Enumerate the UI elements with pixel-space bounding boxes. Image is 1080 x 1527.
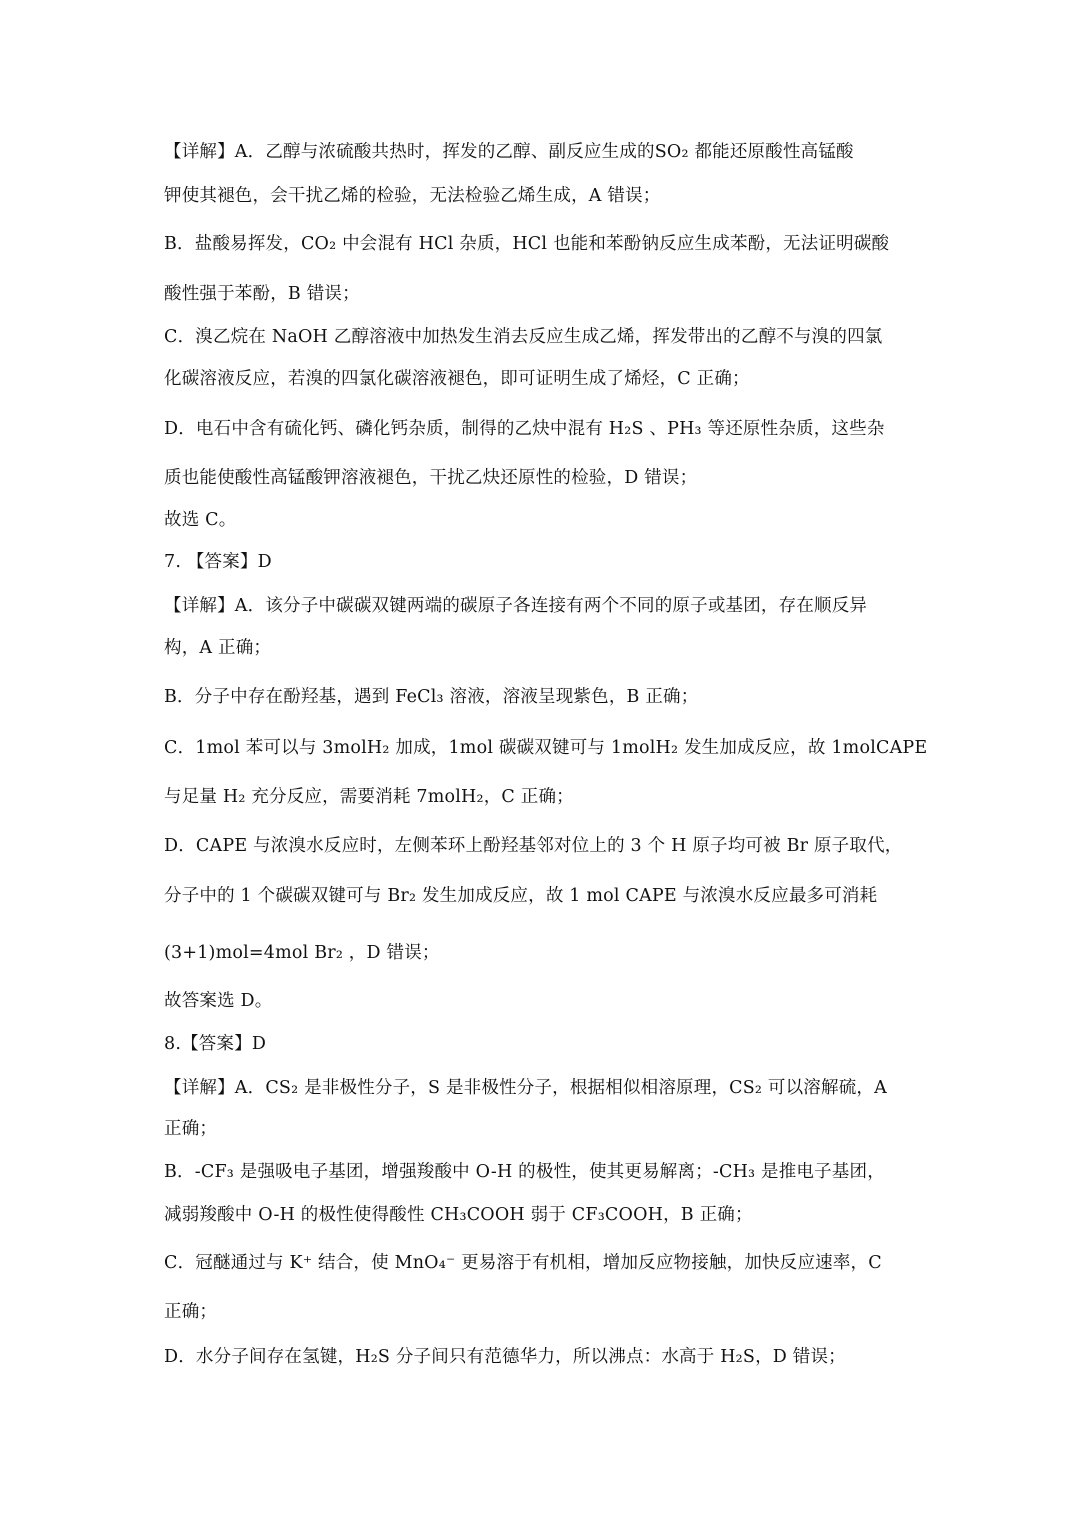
text-line: 故选 C。 [164,510,237,530]
text-line: 【详解】A．CS₂ 是非极性分子，S 是非极性分子，根据相似相溶原理，CS₂ 可以溶解硫，A [164,1078,887,1098]
text-line: (3+1)mol=4mol Br₂ ，D 错误； [164,943,440,963]
text-line: 构，A 正确； [164,638,272,658]
text-line: B．盐酸易挥发，CO₂ 中会混有 HCl 杂质，HCl 也能和苯酚钠反应生成苯酚，无法证明碳酸 [164,234,890,254]
text-line: 故答案选 D。 [164,991,273,1011]
text-line: D．水分子间存在氢键，H₂S 分子间只有范德华力，所以沸点：水高于 H₂S，D 错误； [164,1347,846,1367]
text-line: 钾使其褪色，会干扰乙烯的检验，无法检验乙烯生成，A 错误； [164,186,661,206]
text-line: 化碳溶液反应，若溴的四氯化碳溶液褪色，即可证明生成了烯烃，C 正确； [164,369,750,389]
text-line: 与足量 H₂ 充分反应，需要消耗 7molH₂，C 正确； [164,787,574,807]
text-line: 【详解】A．该分子中碳碳双键两端的碳原子各连接有两个不同的原子或基团，存在顺反异 [164,596,868,616]
text-line: 正确； [164,1302,218,1322]
text-line: C．冠醚通过与 K⁺ 结合，使 MnO₄⁻ 更易溶于有机相，增加反应物接触，加快反应速率，C [164,1253,882,1273]
text-line: C．1mol 苯可以与 3molH₂ 加成，1mol 碳碳双键可与 1molH₂ 发生加成反应，故 1molCAPE [164,738,928,758]
text-line: D．CAPE 与浓溴水反应时，左侧苯环上酚羟基邻对位上的 3 个 H 原子均可被 Br 原子取代， [164,836,903,856]
text-line: 分子中的 1 个碳碳双键可与 Br₂ 发生加成反应，故 1 mol CAPE 与浓溴水反应最多可消耗 [164,886,878,906]
text-line: 正确； [164,1119,218,1139]
text-line: 酸性强于苯酚，B 错误； [164,284,360,304]
text-line: 减弱羧酸中 O-H 的极性使得酸性 CH₃COOH 弱于 CF₃COOH，B 正确； [164,1205,753,1225]
text-line: 8.【答案】D [164,1034,267,1054]
text-line: D．电石中含有硫化钙、磷化钙杂质，制得的乙炔中混有 H₂S 、PH₃ 等还原性杂质，这些杂 [164,419,885,439]
text-line: B．-CF₃ 是强吸电子基团，增强羧酸中 O-H 的极性，使其更易解离；-CH₃ 是推电子基团， [164,1162,885,1182]
text-line: 【详解】A．乙醇与浓硫酸共热时，挥发的乙醇、副反应生成的SO₂ 都能还原酸性高锰酸 [164,142,854,162]
text-line: B．分子中存在酚羟基，遇到 FeCl₃ 溶液，溶液呈现紫色，B 正确； [164,687,699,707]
text-line: 质也能使酸性高锰酸钾溶液褪色，干扰乙炔还原性的检验，D 错误； [164,468,698,488]
text-line: C．溴乙烷在 NaOH 乙醇溶液中加热发生消去反应生成乙烯，挥发带出的乙醇不与溴的四氯 [164,327,883,347]
text-line: 7. 【答案】D [164,552,272,572]
